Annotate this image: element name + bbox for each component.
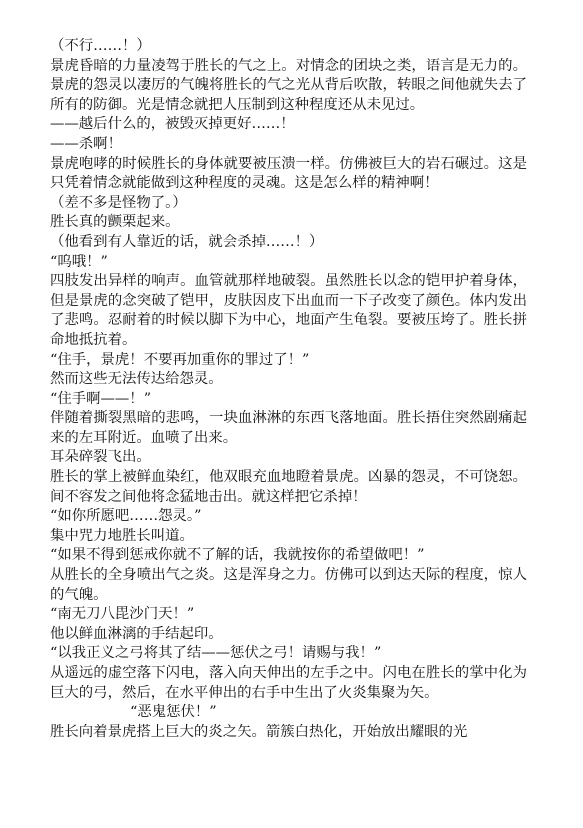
paragraph: （差不多是怪物了。） (50, 194, 187, 211)
paragraph: “住手啊——！” (50, 390, 152, 407)
paragraph: 景虎咆哮的时候胜长的身体就要被压溃一样。仿佛被巨大的岩石碾过。这是只凭着情念就能做到这种程度的灵魂。这是怎么样的精神啊！ (50, 155, 527, 192)
paragraph: 他以鲜血淋漓的手结起印。 (50, 625, 223, 642)
paragraph: “住手，景虎！不要再加重你的罪过了！” (50, 351, 310, 368)
paragraph: “如果不得到惩戒你就不了解的话，我就按你的希望做吧！” (50, 547, 425, 564)
paragraph: 伴随着撕裂黑暗的悲鸣，一块血淋淋的东西飞落地面。胜长捂住突然剧痛起来的左耳附近。血喷了出来。 (50, 410, 527, 446)
paragraph: （他看到有人靠近的话，就会杀掉……！） (50, 233, 324, 250)
paragraph: 胜长真的颤栗起来。 (50, 214, 180, 231)
paragraph: 集中咒力地胜长叫道。 (50, 527, 194, 544)
paragraph: 四肢发出异样的响声。血管就那样地破裂。虽然胜长以念的铠甲护着身体，但是景虎的念突破了铠甲，皮肤因皮下出血而一下子改变了颜色。体内发出了悲鸣。忍耐着的时候以脚下为中心，地面产生龟裂。要被压垮了。胜长拼命地抵抗着。 (50, 273, 527, 348)
paragraph: 从遥远的虚空落下闪电，落入向天伸出的左手之中。闪电在胜长的掌中化为巨大的弓，然后，在水平伸出的右手中生出了火炎集聚为矢。 (50, 665, 527, 701)
paragraph: ——越后什么的，被毁灭掉更好……！ (50, 116, 295, 133)
paragraph: “呜哦！” (50, 253, 108, 270)
paragraph: 耳朵碎裂飞出。 (50, 449, 151, 466)
document-body (50, 37, 527, 742)
paragraph: “如你所愿吧……怨灵。” (50, 508, 202, 525)
paragraph: “恶鬼惩伏！” (130, 704, 217, 721)
paragraph: （不行……！） (50, 38, 151, 54)
paragraph: 景虎昏暗的力量凌驾于胜长的气之上。对情念的团块之类，语言是无力的。景虎的怨灵以凄厉的气魄将胜长的气之光从背后吹散，转眼之间他就失去了所有的防御。光是情念就把人压制到这种程度还从未见过。 (50, 57, 527, 113)
paragraph: 胜长向着景虎搭上巨大的炎之矢。箭簇白热化，开始放出耀眼的光 (50, 723, 468, 740)
paragraph: “以我正义之弓将其了结——惩伏之弓！请赐与我！” (50, 645, 382, 662)
paragraph: 从胜长的全身喷出气之炎。这是浑身之力。仿佛可以到达天际的程度，惊人的气魄。 (50, 567, 527, 603)
paragraph: “南无刀八毘沙门天！” (50, 606, 195, 623)
paragraph: 胜长的掌上被鲜血染红，他双眼充血地瞪着景虎。凶暴的怨灵，不可饶恕。间不容发之间他将念猛地击出。就这样把它杀掉！ (50, 469, 527, 505)
paragraph: 然而这些无法传达给怨灵。 (50, 371, 223, 388)
paragraph: ——杀啊！ (50, 135, 122, 152)
